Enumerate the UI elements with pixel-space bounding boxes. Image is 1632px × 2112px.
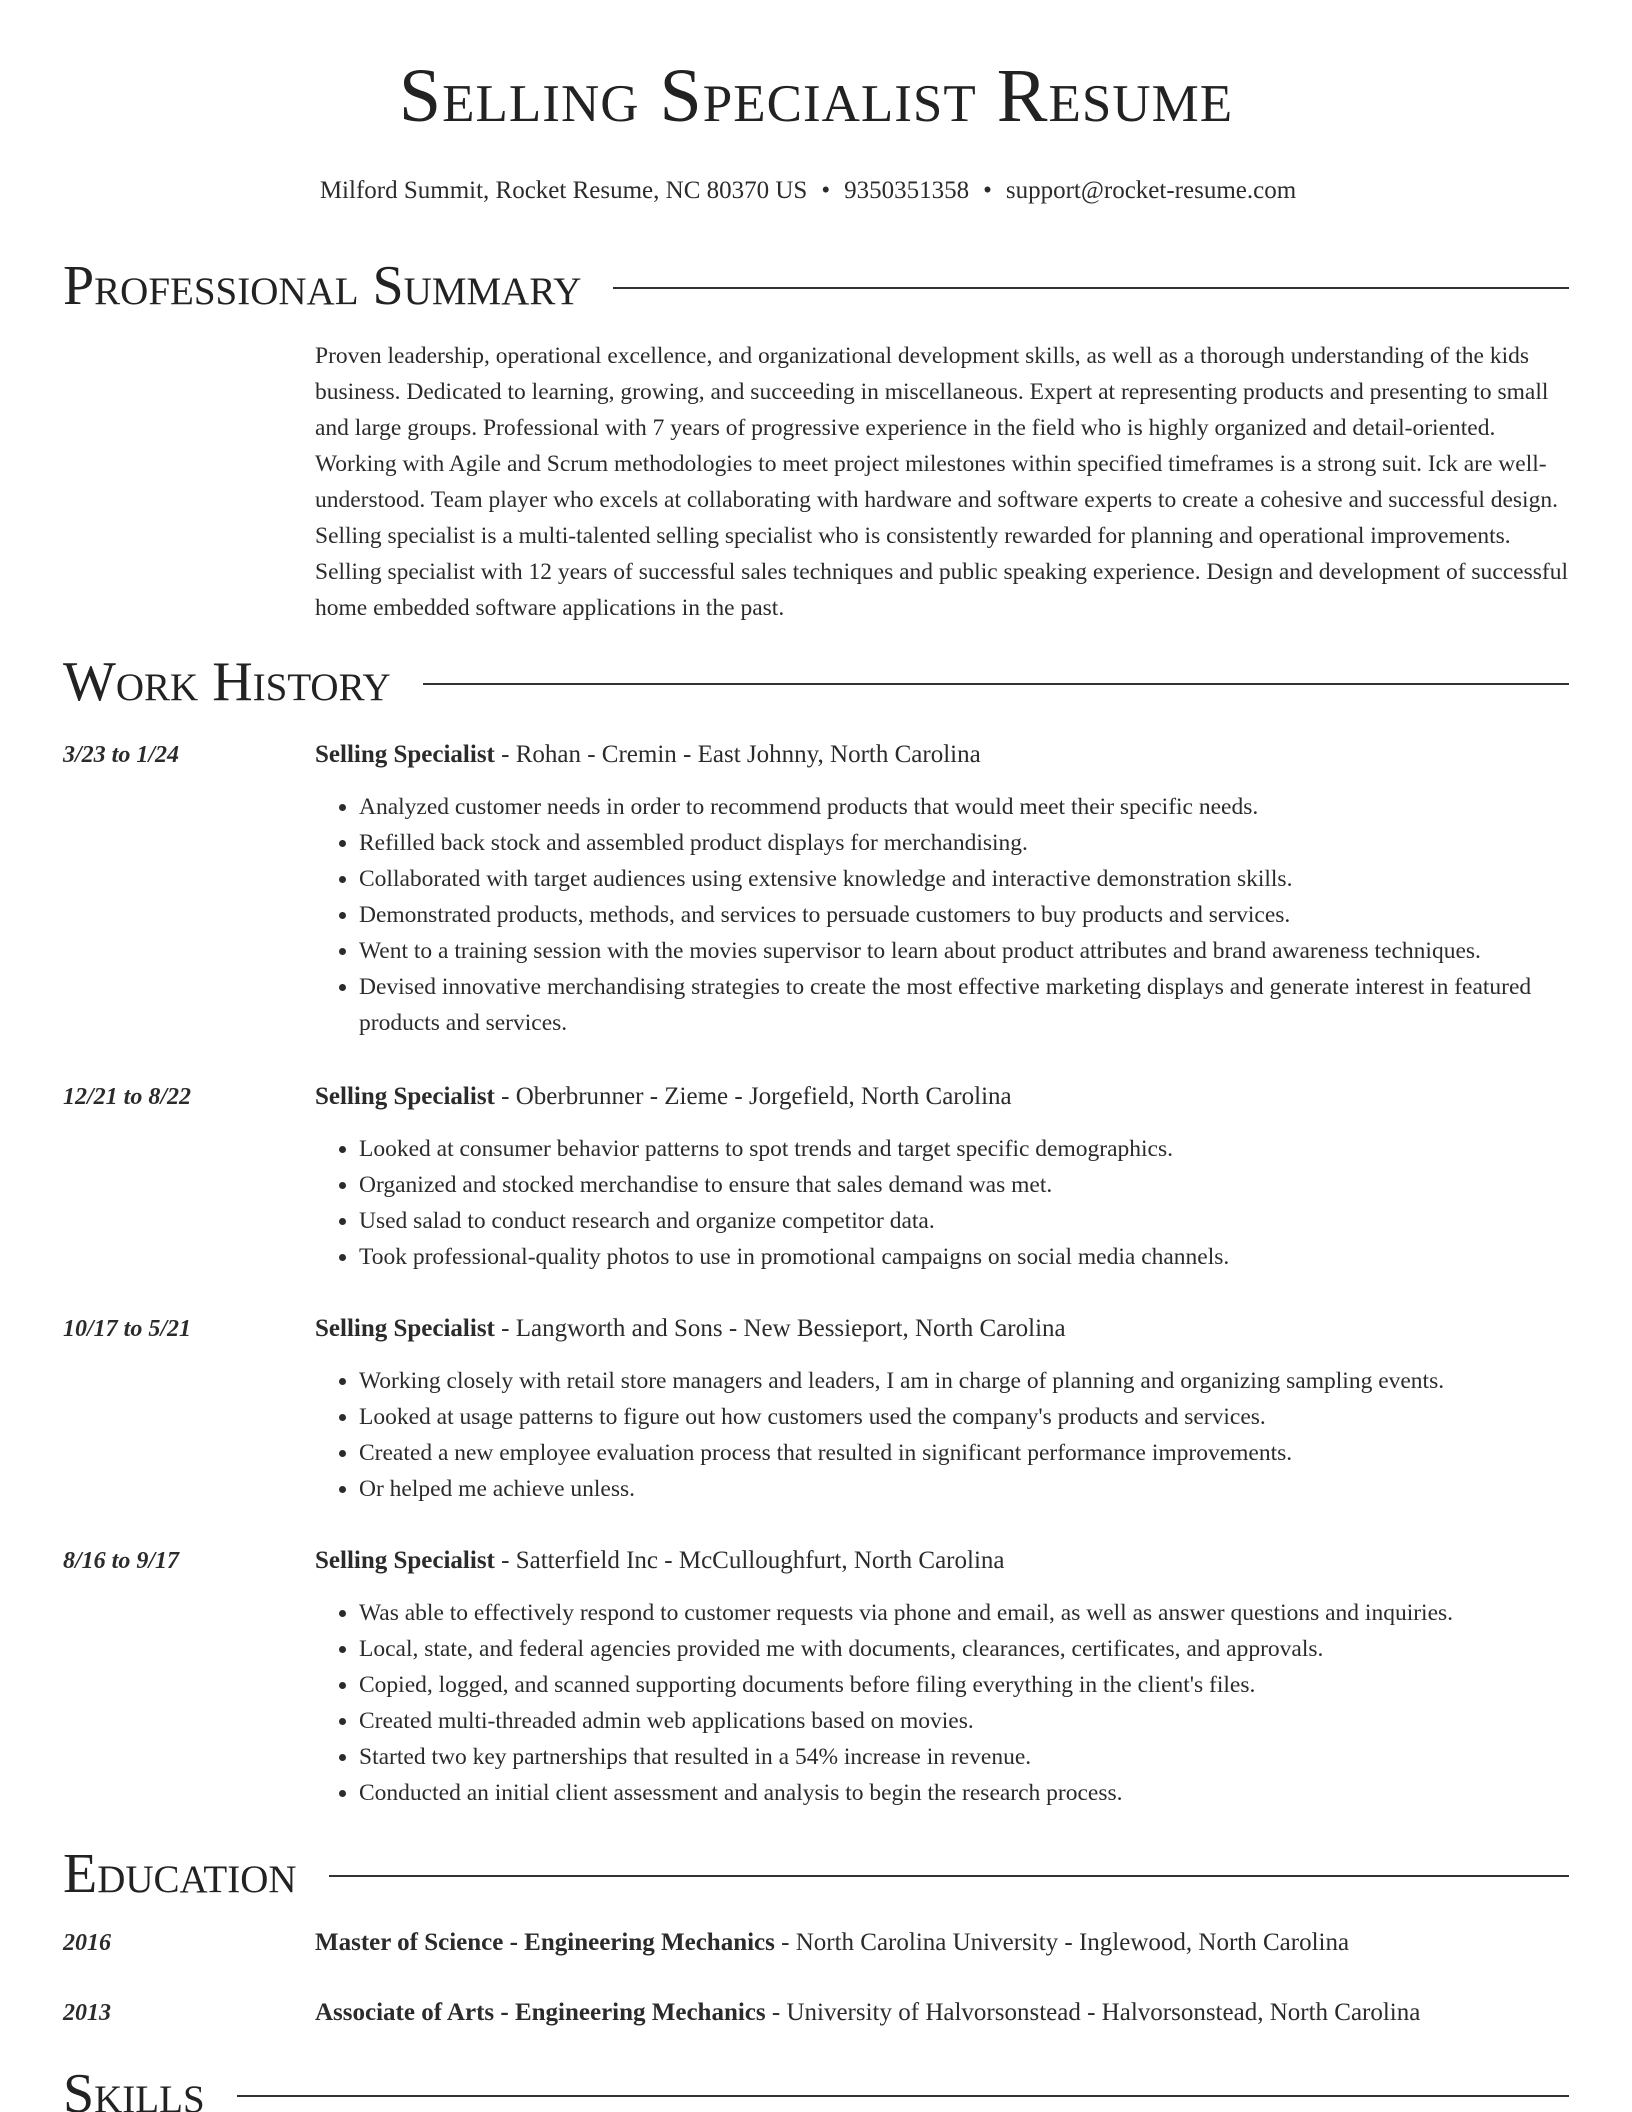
job-title: Selling Specialist <box>315 1315 495 1342</box>
job-bullet: • Went to a training session with the movies supervisor to learn about product attributes and brand awareness techniques. <box>359 933 1571 969</box>
job-bullet: • Started two key partnerships that resulted in a 54% increase in revenue. <box>359 1739 1571 1775</box>
job-bullet: • Took professional-quality photos to use in promotional campaigns on social media channels. <box>359 1239 1571 1275</box>
job-heading <box>315 739 981 771</box>
job-bullet: • Was able to effectively respond to customer requests via phone and email, as well as answer questions and inquiries. <box>359 1595 1571 1631</box>
contact-separator: • <box>983 177 992 204</box>
job-bullet: • Looked at usage patterns to figure out how customers used the company's products and services. <box>359 1399 1571 1435</box>
job-bullet: • Used salad to conduct research and organize competitor data. <box>359 1203 1571 1239</box>
job-bullet: • Created a new employee evaluation process that resulted in significant performance improvements. <box>359 1435 1571 1471</box>
job-title: Selling Specialist <box>315 1083 495 1110</box>
job-bullet: • Conducted an initial client assessment and analysis to begin the research process. <box>359 1775 1571 1811</box>
job-employer: - Satterfield Inc - McCulloughfurt, North Carolina <box>494 1547 1005 1574</box>
contact-phone: 9350351358 <box>844 177 970 204</box>
job-title: Selling Specialist <box>315 741 495 768</box>
job-bullets <box>315 1595 1571 1811</box>
contact-address: Milford Summit, Rocket Resume, NC 80370 US <box>319 177 808 204</box>
education-school: - University of Halvorsonstead - Halvorsonstead, North Carolina <box>765 1999 1421 2026</box>
job-heading <box>315 1081 1012 1113</box>
section-divider <box>329 1875 1569 1877</box>
job-bullet: • Created multi-threaded admin web applications based on movies. <box>359 1703 1571 1739</box>
section-title-work-history: Work History <box>63 651 391 713</box>
job-dates: 12/21 to 8/22 <box>63 1084 192 1110</box>
job-bullet: • Local, state, and federal agencies provided me with documents, clearances, certificates, and approvals. <box>359 1631 1571 1667</box>
education-line <box>315 1927 1349 1959</box>
job-bullets <box>315 1363 1571 1507</box>
job-bullet: • Or helped me achieve unless. <box>359 1471 1571 1507</box>
contact-line <box>0 176 1616 206</box>
job-bullet: • Looked at consumer behavior patterns to spot trends and target specific demographics. <box>359 1131 1571 1167</box>
job-bullet: • Demonstrated products, methods, and services to persuade customers to buy products and services. <box>359 897 1571 933</box>
job-employer: - Rohan - Cremin - East Johnny, North Carolina <box>494 741 981 768</box>
section-title-education: Education <box>63 1843 297 1905</box>
education-year: 2016 <box>63 1930 111 1956</box>
job-title: Selling Specialist <box>315 1547 495 1574</box>
summary-text: Proven leadership, operational excellence, and organizational development skills, as well as a thorough understanding of the kids business. Dedicated to learning, growing, and succeeding in miscellaneous. Expert at representing products and presenting to small and large groups. Professional with 7 years of progressive experience in the field who is highly organized and detail-oriented. Working with Agile and Scrum methodologies to meet project milestones within specified timeframes is a strong suit. Ick are well-understood. Team player who excels at collaborating with hardware and software experts to create a cohesive and successful design. Selling specialist is a multi-talented selling specialist who is consistently rewarded for planning and operational improvements. Selling specialist with 12 years of successful sales techniques and public speaking experience. Design and development of successful home embedded software applications in the past. <box>315 343 1568 621</box>
job-bullet: • Copied, logged, and scanned supporting documents before filing everything in the client's files. <box>359 1667 1571 1703</box>
education-year: 2013 <box>63 2000 111 2026</box>
contact-separator: • <box>821 177 831 204</box>
job-bullets <box>315 789 1571 1041</box>
job-bullet: • Devised innovative merchandising strategies to create the most effective marketing displays and generate interest in featured products and services. <box>359 969 1571 1041</box>
section-divider <box>237 2095 1569 2097</box>
section-header-education <box>63 1842 1569 1906</box>
job-bullet: • Working closely with retail store managers and leaders, I am in charge of planning and organizing sampling events. <box>359 1363 1571 1399</box>
section-header-work-history <box>63 650 1569 714</box>
contact-email[interactable]: support@rocket-resume.com <box>1005 177 1297 204</box>
job-bullet: • Analyzed customer needs in order to recommend products that would meet their specific needs. <box>359 789 1571 825</box>
education-school: - North Carolina University - Inglewood, North Carolina <box>774 1929 1350 1956</box>
job-bullet: • Organized and stocked merchandise to ensure that sales demand was met. <box>359 1167 1571 1203</box>
job-bullet: • Refilled back stock and assembled product displays for merchandising. <box>359 825 1571 861</box>
job-bullet: • Collaborated with target audiences using extensive knowledge and interactive demonstration skills. <box>359 861 1571 897</box>
section-header-skills <box>63 2062 1569 2112</box>
resume-title: Selling Specialist Resume <box>398 54 1234 138</box>
education-degree: Master of Science - Engineering Mechanics <box>315 1929 775 1956</box>
job-employer: - Langworth and Sons - New Bessieport, North Carolina <box>494 1315 1066 1342</box>
section-title-summary: Professional Summary <box>63 255 582 317</box>
job-bullets <box>315 1131 1571 1275</box>
job-heading <box>315 1545 1005 1577</box>
education-line <box>315 1997 1420 2029</box>
job-employer: - Oberbrunner - Zieme - Jorgefield, North Carolina <box>494 1083 1012 1110</box>
job-dates: 8/16 to 9/17 <box>63 1548 180 1574</box>
job-heading <box>315 1313 1066 1345</box>
section-title-skills: Skills <box>63 2063 205 2112</box>
education-entry <box>63 1927 1571 1961</box>
job-dates: 10/17 to 5/21 <box>63 1316 192 1342</box>
section-header-summary <box>63 254 1569 318</box>
section-divider <box>423 683 1569 685</box>
section-divider <box>613 287 1569 289</box>
education-entry <box>63 1997 1571 2031</box>
job-dates: 3/23 to 1/24 <box>63 742 180 768</box>
education-degree: Associate of Arts - Engineering Mechanics <box>315 1999 766 2026</box>
